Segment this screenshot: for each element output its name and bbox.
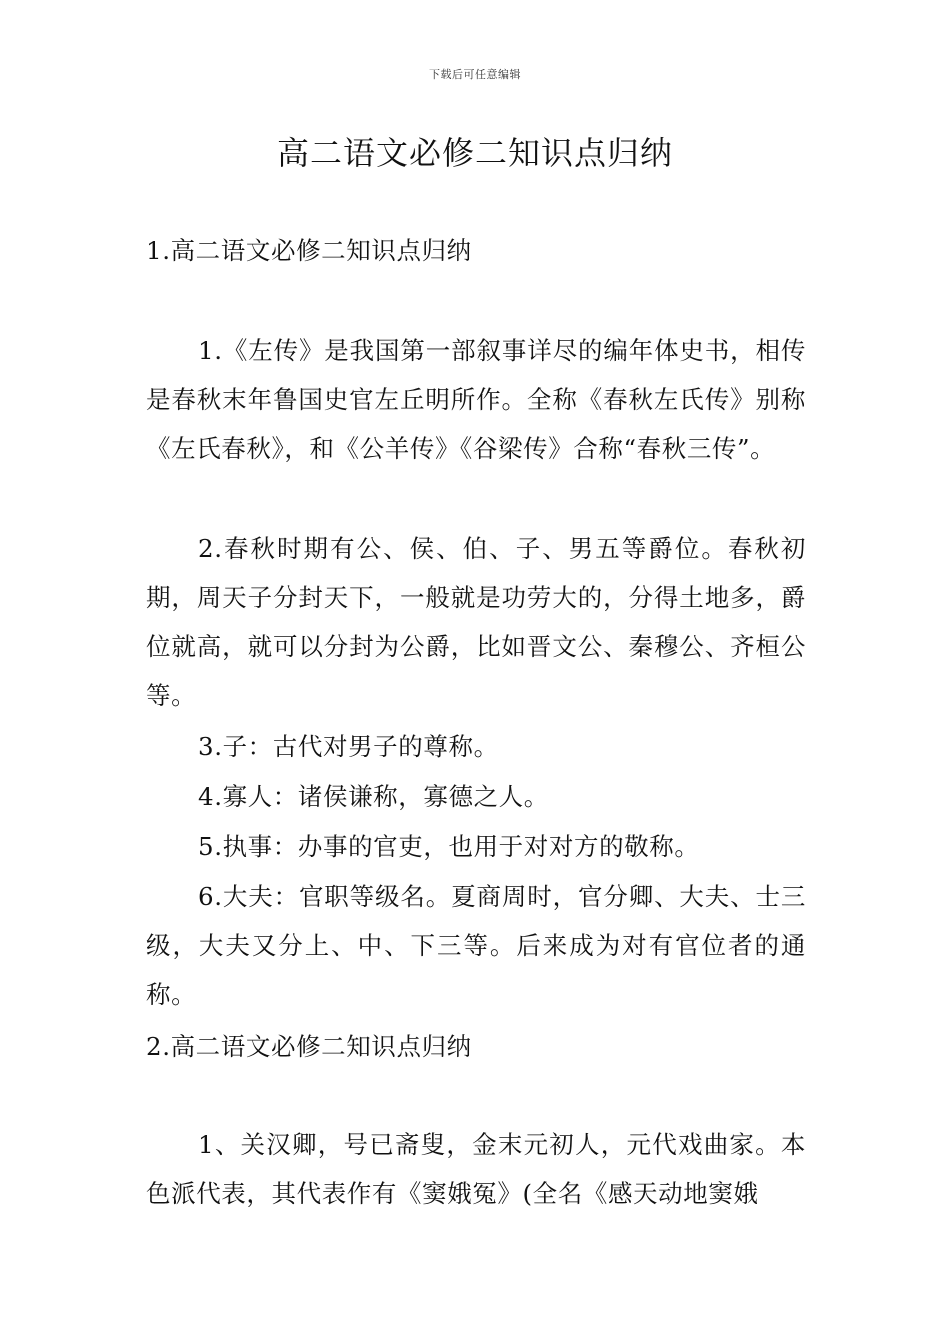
paragraph: 2.春秋时期有公、侯、伯、子、男五等爵位。春秋初期，周天子分封天下，一般就是功劳大的，分得土地多，爵位就高，就可以分封为公爵，比如晋文公、秦穆公、齐桓公等。 bbox=[146, 534, 806, 710]
paragraph: 4.寡人：诸侯谦称，寡德之人。 bbox=[198, 782, 549, 811]
paragraph: 1.《左传》是我国第一部叙事详尽的编年体史书，相传是春秋末年鲁国史官左丘明所作。全称《春秋左氏传》别称《左氏春秋》，和《公羊传》《谷梁传》合称“春秋三传”。 bbox=[146, 336, 806, 463]
paragraph: 6.大夫：官职等级名。夏商周时，官分卿、大夫、士三级，大夫又分上、中、下三等。后来成为对有官位者的通称。 bbox=[146, 882, 806, 1009]
section-heading: 1.高二语文必修二知识点归纳 bbox=[146, 236, 472, 265]
paragraph: 3.子：古代对男子的尊称。 bbox=[198, 732, 499, 761]
document-title: 高二语文必修二知识点归纳 bbox=[276, 134, 673, 172]
section-heading: 2.高二语文必修二知识点归纳 bbox=[146, 1032, 472, 1061]
paragraph: 5.执事：办事的官吏，也用于对对方的敬称。 bbox=[198, 832, 700, 861]
header-note: 下载后可任意编辑 bbox=[429, 68, 521, 81]
paragraph: 1、关汉卿，号已斋叟，金末元初人，元代戏曲家。本色派代表，其代表作有《窦娥冤》(全名《感天动地窦娥 bbox=[146, 1130, 806, 1208]
